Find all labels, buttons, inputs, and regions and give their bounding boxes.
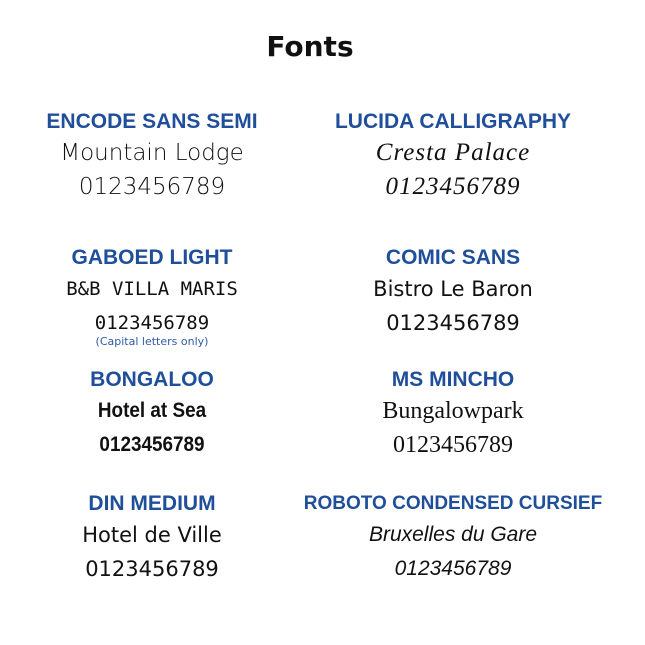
- font-sample-digits: 0123456789: [385, 173, 521, 200]
- font-sample-digits: 0123456789: [94, 312, 210, 334]
- font-heading: GABOED LIGHT: [71, 246, 233, 269]
- font-heading: ENCODE SANS SEMI: [46, 110, 258, 133]
- font-sample-digits: 0123456789: [394, 557, 512, 580]
- font-sample-digits: 0123456789: [99, 433, 205, 456]
- font-sample-text: Hotel de Ville: [82, 523, 222, 547]
- font-sample-text: B&B VILLA MARIS: [66, 278, 238, 300]
- font-sample-ms-mincho: [303, 366, 603, 462]
- font-heading: COMIC SANS: [385, 246, 521, 269]
- font-sample-bongaloo: [2, 366, 302, 462]
- font-sample-gaboed-light: [2, 244, 302, 348]
- font-sample-roboto-condensed-cursief: [290, 490, 616, 586]
- font-heading: BONGALOO: [90, 368, 214, 391]
- font-sample-comic-sans: [303, 244, 603, 340]
- font-note: (Capital letters only): [95, 335, 209, 348]
- font-sample-encode-sans-semi: [2, 108, 302, 204]
- font-sample-text: Bruxelles du Gare: [368, 523, 538, 546]
- font-sample-text: Cresta Palace: [375, 139, 531, 166]
- font-sample-digits: 0123456789: [85, 557, 219, 581]
- font-sample-digits: 0123456789: [78, 174, 226, 200]
- font-heading: LUCIDA CALLIGRAPHY: [334, 110, 572, 133]
- font-sample-lucida-calligraphy: [303, 108, 603, 204]
- font-heading: MS MINCHO: [391, 368, 515, 391]
- font-sample-digits: 0123456789: [393, 432, 513, 458]
- font-sample-text: Bistro Le Baron: [373, 277, 533, 301]
- font-sample-text: Hotel at Sea: [97, 399, 207, 422]
- font-heading: DIN MEDIUM: [88, 492, 216, 515]
- font-sample-din-medium: [2, 490, 302, 586]
- font-sample-text: Mountain Lodge: [60, 140, 244, 166]
- page-title: Fonts: [266, 30, 354, 63]
- font-sample-text: Bungalowpark: [382, 398, 524, 424]
- font-heading: ROBOTO CONDENSED CURSIEF: [303, 493, 603, 514]
- font-sample-digits: 0123456789: [386, 311, 520, 335]
